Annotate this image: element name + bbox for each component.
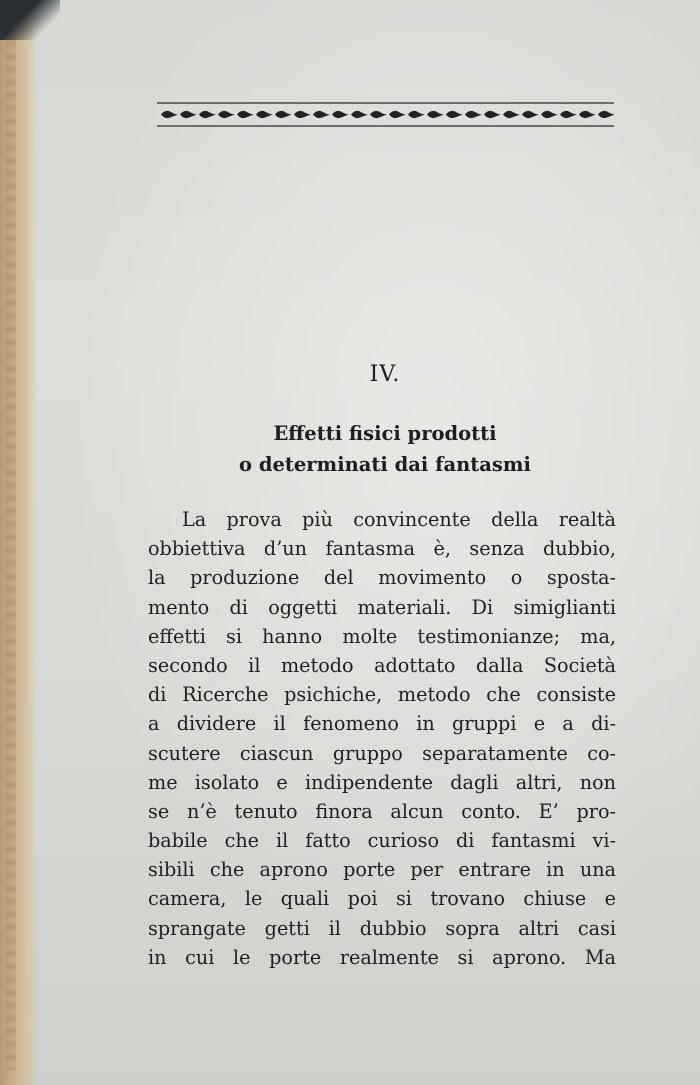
ornament-leaf-icon <box>275 111 292 118</box>
ornament-leaf-icon <box>503 111 520 118</box>
corner-shadow <box>0 0 60 40</box>
text-line: in cui le porte realmente si aprono. Ma <box>148 945 616 969</box>
ornament-leaf-icon <box>237 111 254 118</box>
text-line: la produzione del movimento o sposta- <box>148 566 616 590</box>
ornament-leaf-icon <box>389 111 406 118</box>
chapter-title-line: o determinati dai fantasmi <box>239 453 531 476</box>
ornament-leaf-icon <box>313 111 330 118</box>
text-line: mento di oggetti materiali. Di simiglianti <box>148 595 616 619</box>
chapter-number: IV. <box>369 362 401 387</box>
ornament-leaf-icon <box>598 111 614 118</box>
text-line: scutere ciascun gruppo separatamente co- <box>148 741 616 765</box>
ornament-border-icon <box>157 100 614 130</box>
ornamental-header-rule <box>157 100 614 130</box>
text-line: effetti si hanno molte testimonianze; ma, <box>148 624 616 648</box>
ornament-leaf-icon <box>161 111 178 118</box>
ornament-leaf-icon <box>408 111 425 118</box>
ornament-leaf-icon <box>560 111 577 118</box>
chapter-title-line: Effetti fisici prodotti <box>273 422 497 445</box>
text-line: me isolato e indipendente dagli altri, non <box>148 770 616 794</box>
text-line: secondo il metodo adottato dalla Società <box>148 653 616 677</box>
ornament-leaf-icon <box>199 111 216 118</box>
ornament-leaf-icon <box>370 111 387 118</box>
ornament-leaf-icon <box>294 111 311 118</box>
ornament-leaf-icon <box>180 111 197 118</box>
text-line: a dividere il fenomeno in gruppi e a di- <box>148 712 616 736</box>
worn-page-edge <box>0 0 38 1085</box>
body-paragraph <box>148 505 616 972</box>
ornament-leaf-icon <box>427 111 444 118</box>
chapter-title <box>0 418 700 480</box>
ornament-leaf-icon <box>522 111 539 118</box>
text-line: sibili che aprono porte per entrare in una <box>148 858 616 882</box>
ornament-leaf-icon <box>218 111 235 118</box>
text-line: camera, le quali poi si trovano chiuse e <box>148 887 616 911</box>
ornament-leaf-icon <box>465 111 482 118</box>
text-line: di Ricerche psichiche, metodo che consiste <box>148 683 616 707</box>
text-line: babile che il fatto curioso di fantasmi vi- <box>148 829 616 853</box>
text-line: sprangate getti il dubbio sopra altri casi <box>148 916 616 940</box>
ornament-leaf-icon <box>332 111 349 118</box>
ornament-leaf-icon <box>256 111 273 118</box>
ornament-leaf-icon <box>579 111 596 118</box>
ornament-leaf-icon <box>446 111 463 118</box>
text-line: La prova più convincente della realtà <box>182 508 616 531</box>
ornament-leaf-icon <box>484 111 501 118</box>
text-line: obbiettiva d’un fantasma è, senza dubbio, <box>148 537 616 561</box>
ornament-leaf-icon <box>351 111 368 118</box>
ornament-leaf-icon <box>541 111 558 118</box>
text-line: se n’è tenuto finora alcun conto. E’ pro- <box>148 799 616 823</box>
